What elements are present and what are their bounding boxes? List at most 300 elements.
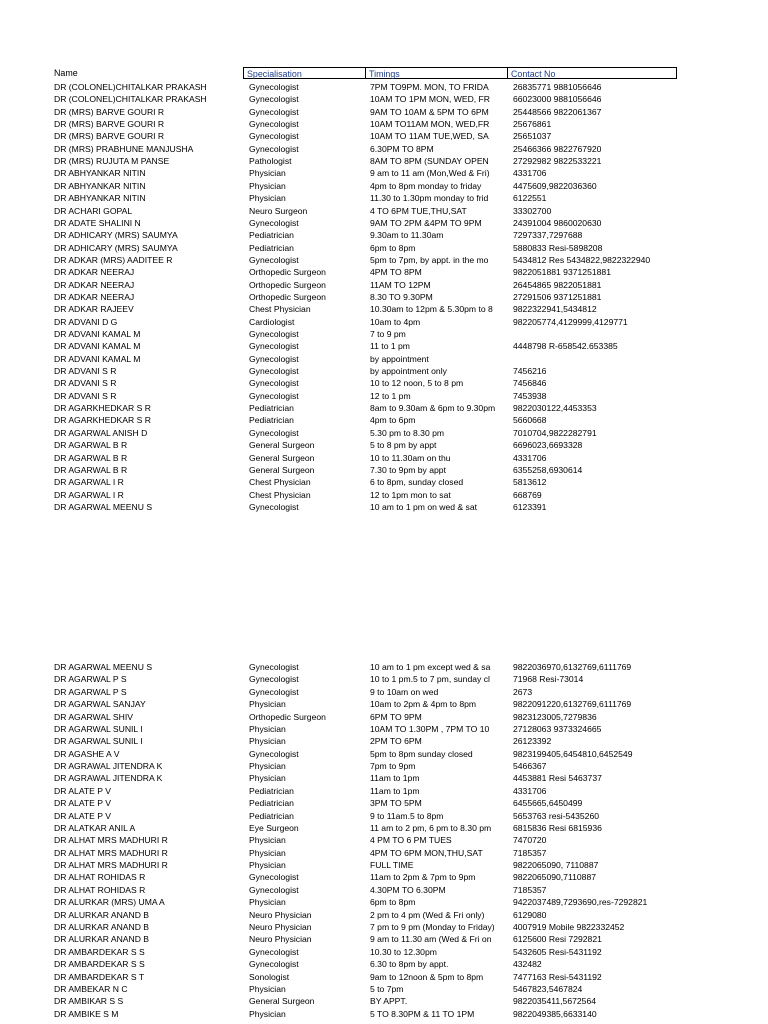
timings-cell: 6.30PM TO 8PM	[370, 143, 434, 154]
name-cell: DR ALHAT ROHIDAS R	[54, 884, 146, 895]
timings-cell: 2 pm to 4 pm (Wed & Fri only)	[370, 909, 485, 920]
name-cell: DR ADHICARY (MRS) SAUMYA	[54, 230, 178, 241]
contact-cell: 6129080	[513, 909, 547, 920]
specialisation-cell: Gynecologist	[249, 82, 299, 92]
contact-cell: 9823199405,6454810,6452549	[513, 748, 633, 759]
name-cell: DR ABHYANKAR NITIN	[54, 193, 146, 204]
timings-cell: 9AM TO 10AM & 5PM TO 6PM	[370, 106, 489, 117]
contact-cell: 5653763 resi-5435260	[513, 810, 600, 821]
table-row	[0, 810, 768, 822]
timings-cell: 9 am to 11 am (Mon,Wed & Fri)	[370, 168, 490, 179]
table-row	[0, 106, 768, 118]
specialisation-cell: Pediatrician	[249, 230, 294, 241]
table-row	[0, 995, 768, 1007]
table-row	[0, 723, 768, 735]
contact-cell: 9822091220,6132769,6111769	[513, 699, 632, 710]
timings-cell: 7 to 9 pm	[370, 329, 406, 339]
timings-cell: 5 TO 8.30PM & 11 TO 1PM	[370, 1008, 475, 1019]
contact-cell: 33302700	[513, 205, 552, 216]
timings-cell: 12 to 1 pm	[370, 390, 411, 401]
header-contact[interactable]: Contact No	[508, 67, 677, 79]
name-cell: DR ADVANI KAMAL M	[54, 353, 141, 364]
contact-cell: 9822035411,5672564	[513, 996, 596, 1007]
table-row	[0, 402, 768, 414]
timings-cell: BY APPT.	[370, 996, 408, 1007]
contact-cell: 7456216	[513, 366, 547, 377]
timings-cell: 9.30am to 11.30am	[370, 230, 444, 241]
name-cell: DR ADKAR RAJEEV	[54, 304, 134, 315]
timings-cell: 4pm to 6pm	[370, 415, 416, 426]
table-row	[0, 303, 768, 315]
timings-cell: 7pm to 9pm	[370, 761, 416, 772]
specialisation-cell: Physician	[249, 168, 286, 179]
name-cell: DR AGARWAL P S	[54, 686, 127, 697]
contact-cell: 24391004 9860020630	[513, 217, 602, 228]
timings-cell: 10AM TO 1PM MON, WED, FR	[370, 94, 491, 105]
contact-cell: 9822030122,4453353	[513, 403, 597, 414]
name-cell: DR ALURKAR ANAND B	[54, 921, 150, 932]
timings-cell: 7PM TO9PM. MON, TO FRIDA	[370, 82, 489, 92]
name-cell: DR AGARWAL SANJAY	[54, 699, 146, 710]
name-cell: DR ADKAR NEERAJ	[54, 267, 135, 278]
name-cell: DR AGARWAL B R	[54, 452, 128, 463]
table-row	[0, 871, 768, 883]
specialisation-cell: General Surgeon	[249, 464, 315, 475]
name-cell: DR (COLONEL)CHITALKAR PRAKASH	[54, 94, 207, 105]
contact-cell: 26123392	[513, 736, 552, 747]
contact-cell: 6125600 Resi 7292821	[513, 934, 602, 945]
name-cell: DR ALATE P V	[54, 810, 111, 821]
timings-cell: by appointment only	[370, 366, 447, 377]
name-cell: DR (MRS) RUJUTA M PANSE	[54, 156, 170, 167]
timings-cell: by appointment	[370, 353, 429, 364]
contact-cell: 4331706	[513, 168, 547, 179]
name-cell: DR ADVANI S R	[54, 378, 117, 389]
table-row	[0, 909, 768, 921]
specialisation-cell: Gynecologist	[249, 353, 299, 364]
specialisation-cell: Physician	[249, 723, 286, 734]
table-row	[0, 489, 768, 501]
name-cell: DR ADKAR NEERAJ	[54, 291, 135, 302]
table-row	[0, 711, 768, 723]
timings-cell: 10AM TO 1.30PM , 7PM TO 10	[370, 723, 490, 734]
specialisation-cell: Gynecologist	[249, 662, 299, 672]
specialisation-cell: Physician	[249, 835, 286, 846]
specialisation-cell: Orthopedic Surgeon	[249, 711, 326, 722]
specialisation-cell: General Surgeon	[249, 440, 315, 451]
contact-cell: 5880833 Resi-5898208	[513, 242, 603, 253]
name-cell: DR AGARWAL P S	[54, 674, 127, 685]
table-row	[0, 229, 768, 241]
name-cell: DR ADVANI KAMAL M	[54, 329, 141, 339]
contact-cell: 5434812 Res 5434822,9822322940	[513, 254, 651, 265]
table-row	[0, 501, 768, 513]
timings-cell: 4 TO 6PM TUE,THU,SAT	[370, 205, 467, 216]
header-row	[0, 67, 768, 80]
timings-cell: 11 am to 2 pm, 6 pm to 8.30 pm	[370, 822, 492, 833]
timings-cell: 8am to 9.30am & 6pm to 9.30pm	[370, 403, 496, 414]
name-cell: DR AGARWAL SUNIL I	[54, 736, 143, 747]
timings-cell: 11 to 1 pm	[370, 341, 410, 352]
name-cell: DR ABHYANKAR NITIN	[54, 180, 146, 191]
contact-cell: 7185357	[513, 847, 547, 858]
name-cell: DR AMBEKAR N C	[54, 983, 128, 994]
name-cell: DR ALHAT MRS MADHURI R	[54, 835, 168, 846]
table-row	[0, 439, 768, 451]
specialisation-cell: Chest Physician	[249, 477, 311, 488]
timings-cell: 7.30 to 9pm by appt	[370, 464, 446, 475]
timings-cell: 9am to 12noon & 5pm to 8pm	[370, 971, 484, 982]
name-cell: DR ALHAT ROHIDAS R	[54, 872, 146, 883]
table-row	[0, 328, 768, 340]
contact-cell: 7297337,7297688	[513, 230, 583, 241]
contact-cell: 27128063 9373324665	[513, 723, 602, 734]
specialisation-cell: Pediatrician	[249, 798, 294, 809]
contact-cell	[513, 328, 677, 340]
table-row	[0, 291, 768, 303]
specialisation-cell: Physician	[249, 897, 286, 908]
specialisation-cell: Pediatrician	[249, 810, 294, 821]
timings-cell: 4.30PM TO 6.30PM	[370, 884, 446, 895]
specialisation-cell: Pediatrician	[249, 415, 294, 426]
table-row	[0, 377, 768, 389]
table-row	[0, 167, 768, 179]
timings-cell: 11am to 1pm	[370, 773, 420, 784]
specialisation-cell: Gynecologist	[249, 341, 299, 352]
specialisation-cell: Orthopedic Surgeon	[249, 267, 326, 278]
specialisation-cell: Gynecologist	[249, 378, 299, 389]
timings-cell: 10am to 4pm	[370, 316, 421, 327]
name-cell: DR AMBIKE S M	[54, 1008, 119, 1019]
contact-cell: 5432605 Resi-5431192	[513, 946, 602, 957]
contact-cell: 6355258,6930614	[513, 464, 583, 475]
timings-cell: 10.30 to 12.30pm	[370, 946, 437, 957]
specialisation-cell: Physician	[249, 736, 286, 747]
table-row	[0, 946, 768, 958]
name-cell: DR AGARKHEDKAR S R	[54, 403, 151, 414]
table-row	[0, 316, 768, 328]
timings-cell: 10.30am to 12pm & 5.30pm to 8	[370, 304, 493, 315]
table-row	[0, 921, 768, 933]
contact-cell: 27291506 9371251881	[513, 291, 602, 302]
timings-cell: 4PM TO 6PM MON,THU,SAT	[370, 847, 483, 858]
table-row	[0, 760, 768, 772]
table-row	[0, 735, 768, 747]
timings-cell: 8AM TO 8PM (SUNDAY OPEN	[370, 156, 489, 167]
timings-cell: 11AM TO 12PM	[370, 279, 431, 290]
specialisation-cell: Gynecologist	[249, 686, 299, 697]
name-cell: DR ADVANI S R	[54, 390, 117, 401]
table-row	[0, 797, 768, 809]
header-timings[interactable]: Timings	[366, 67, 508, 79]
name-cell: DR ADKAR (MRS) AADITEE R	[54, 254, 173, 265]
contact-cell: 2673	[513, 686, 533, 697]
specialisation-cell: Cardiologist	[249, 316, 295, 327]
name-cell: DR (MRS) BARVE GOURI R	[54, 119, 165, 130]
timings-cell: 11am to 1pm	[370, 785, 420, 796]
name-cell: DR ADVANI D G	[54, 316, 118, 327]
name-cell: DR ADATE SHALINI N	[54, 217, 141, 228]
timings-cell: 11am to 2pm & 7pm to 9pm	[370, 872, 476, 883]
timings-cell: 2PM TO 6PM	[370, 736, 422, 747]
timings-cell: 6.30 to 8pm by appt.	[370, 959, 449, 970]
specialisation-cell: Gynecologist	[249, 217, 299, 228]
contact-cell: 4475609,9822036360	[513, 180, 597, 191]
table-row	[0, 834, 768, 846]
table-row	[0, 390, 768, 402]
name-cell: DR AGARWAL B R	[54, 464, 128, 475]
name-cell: DR AGARWAL SHIV	[54, 711, 133, 722]
specialisation-cell: Gynecologist	[249, 143, 299, 154]
contact-cell: 9822036970,6132769,6111769	[513, 662, 632, 672]
timings-cell: 12 to 1pm mon to sat	[370, 489, 451, 500]
specialisation-cell: Pediatrician	[249, 242, 294, 253]
specialisation-cell: Gynecologist	[249, 748, 299, 759]
contact-cell: 5660668	[513, 415, 547, 426]
table-row	[0, 1008, 768, 1020]
specialisation-cell: Physician	[249, 983, 286, 994]
table-row	[0, 772, 768, 784]
timings-cell: FULL TIME	[370, 860, 414, 871]
name-cell: DR (MRS) BARVE GOURI R	[54, 106, 165, 117]
specialisation-cell: Neuro Surgeon	[249, 205, 308, 216]
timings-cell: 4pm to 8pm monday to friday	[370, 180, 482, 191]
name-cell: DR AMBARDEKAR S S	[54, 946, 145, 957]
table-row	[0, 464, 768, 476]
contact-cell: 9822051881 9371251881	[513, 267, 611, 278]
timings-cell: 9 to 10am on wed	[370, 686, 439, 697]
name-cell: DR AGRAWAL JITENDRA K	[54, 773, 163, 784]
contact-cell: 668769	[513, 489, 542, 500]
timings-cell: 10 to 11.30am on thu	[370, 452, 451, 463]
table-row	[0, 785, 768, 797]
table-row	[0, 353, 768, 365]
contact-cell	[513, 353, 677, 365]
contact-cell: 7453938	[513, 390, 547, 401]
specialisation-cell: Physician	[249, 761, 286, 772]
specialisation-cell: Gynecologist	[249, 501, 299, 512]
contact-cell: 7456846	[513, 378, 547, 389]
table-row	[0, 279, 768, 291]
contact-cell: 25448566 9822061367	[513, 106, 602, 117]
contact-cell: 4007919 Mobile 9822332452	[513, 921, 625, 932]
name-cell: DR AGASHE A V	[54, 748, 120, 759]
table-row	[0, 254, 768, 266]
contact-cell: 26835771 9881056646	[513, 82, 602, 92]
contact-cell: 9822322941,5434812	[513, 304, 597, 315]
specialisation-cell: Physician	[249, 860, 286, 871]
name-cell: DR ADVANI KAMAL M	[54, 341, 141, 352]
name-cell: DR AGARWAL MEENU S	[54, 501, 153, 512]
name-cell: DR (MRS) BARVE GOURI R	[54, 131, 165, 142]
timings-cell: 4 PM TO 6 PM TUES	[370, 835, 452, 846]
contact-cell: 432482	[513, 959, 542, 970]
table-row	[0, 896, 768, 908]
timings-cell: 5 to 7pm	[370, 983, 404, 994]
specialisation-cell: Physician	[249, 1008, 286, 1019]
timings-cell: 10 am to 1 pm except wed & sa	[370, 662, 491, 672]
table-row	[0, 673, 768, 685]
name-cell: DR ALHAT MRS MADHURI R	[54, 860, 168, 871]
timings-cell: 5 to 8 pm by appt	[370, 440, 437, 451]
specialisation-cell: Pediatrician	[249, 785, 294, 796]
name-cell: DR ALURKAR ANAND B	[54, 934, 150, 945]
specialisation-cell: Gynecologist	[249, 119, 299, 130]
name-cell: DR ACHARI GOPAL	[54, 205, 133, 216]
name-cell: DR ALURKAR (MRS) UMA A	[54, 897, 165, 908]
name-cell: DR AGARWAL B R	[54, 440, 128, 451]
contact-cell: 6123391	[513, 501, 547, 512]
table-row	[0, 180, 768, 192]
table-row	[0, 427, 768, 439]
specialisation-cell: Physician	[249, 699, 286, 710]
table-row	[0, 983, 768, 995]
table-row	[0, 155, 768, 167]
contact-cell: 25676861	[513, 119, 552, 130]
name-cell: DR AGARWAL SUNIL I	[54, 723, 143, 734]
name-cell: DR ADVANI S R	[54, 366, 117, 377]
name-cell: DR ALURKAR ANAND B	[54, 909, 150, 920]
table-row	[0, 365, 768, 377]
specialisation-cell: Neuro Physician	[249, 921, 312, 932]
table-row	[0, 822, 768, 834]
timings-cell: 9AM TO 2PM &4PM TO 9PM	[370, 217, 482, 228]
timings-cell: 10 to 12 noon, 5 to 8 pm	[370, 378, 464, 389]
contact-cell: 66023000 9881056646	[513, 94, 602, 105]
timings-cell: 5pm to 8pm sunday closed	[370, 748, 473, 759]
timings-cell: 7 pm to 9 pm (Monday to Friday)	[370, 921, 495, 932]
timings-cell: 6pm to 8pm	[370, 897, 416, 908]
table-row	[0, 452, 768, 464]
table-row	[0, 698, 768, 710]
timings-cell: 10AM TO 11AM TUE,WED, SA	[370, 131, 489, 142]
specialisation-cell: Physician	[249, 773, 286, 784]
name-cell: DR AMBARDEKAR S T	[54, 971, 145, 982]
timings-cell: 6PM TO 9PM	[370, 711, 422, 722]
specialisation-cell: Physician	[249, 180, 286, 191]
contact-cell: 7185357	[513, 884, 547, 895]
name-cell: DR ABHYANKAR NITIN	[54, 168, 146, 179]
contact-cell: 7470720	[513, 835, 547, 846]
table-row	[0, 192, 768, 204]
contact-cell: 6455665,6450499	[513, 798, 583, 809]
specialisation-cell: Gynecologist	[249, 329, 299, 339]
contact-cell: 5467823,5467824	[513, 983, 583, 994]
specialisation-cell: Gynecologist	[249, 946, 299, 957]
table-row	[0, 933, 768, 945]
contact-cell: 9822049385,6633140	[513, 1008, 597, 1019]
contact-cell: 9422037489,7293690,res-7292821	[513, 897, 648, 908]
specialisation-cell: Gynecologist	[249, 131, 299, 142]
table-row	[0, 859, 768, 871]
timings-cell: 10 to 1 pm.5 to 7 pm, sunday cl	[370, 674, 490, 685]
specialisation-cell: Physician	[249, 193, 286, 204]
name-cell: DR AGARWAL I R	[54, 489, 124, 500]
name-cell: DR AGARKHEDKAR S R	[54, 415, 151, 426]
header-name: Name	[54, 68, 78, 78]
contact-cell: 25466366 9822767920	[513, 143, 602, 154]
timings-cell: 3PM TO 5PM	[370, 798, 422, 809]
specialisation-cell: Gynecologist	[249, 674, 299, 685]
contact-cell: 982205774,4129999,4129771	[513, 316, 628, 327]
name-cell: DR ALATKAR ANIL A	[54, 822, 136, 833]
contact-cell: 26454865 9822051881	[513, 279, 602, 290]
specialisation-cell: Neuro Physician	[249, 934, 312, 945]
header-specialisation[interactable]: Specialisation	[243, 67, 366, 79]
table-row	[0, 217, 768, 229]
specialisation-cell: Orthopedic Surgeon	[249, 291, 326, 302]
contact-cell: 7010704,9822282791	[513, 427, 597, 438]
name-cell: DR AGARWAL MEENU S	[54, 662, 153, 672]
table-row	[0, 93, 768, 105]
specialisation-cell: Chest Physician	[249, 489, 311, 500]
name-cell: DR AMBIKAR S S	[54, 996, 124, 1007]
table-row	[0, 205, 768, 217]
table-row	[0, 266, 768, 278]
contact-cell: 4448798 R-658542.653385	[513, 341, 618, 352]
table-row	[0, 958, 768, 970]
contact-cell: 5466367	[513, 761, 547, 772]
timings-cell: 10am to 2pm & 4pm to 8pm	[370, 699, 477, 710]
name-cell: DR ADKAR NEERAJ	[54, 279, 135, 290]
contact-cell: 6122551	[513, 193, 547, 204]
table-row	[0, 884, 768, 896]
contact-cell: 5813612	[513, 477, 547, 488]
contact-cell: 6696023,6693328	[513, 440, 583, 451]
specialisation-cell: Gynecologist	[249, 884, 299, 895]
name-cell: DR (MRS) PRABHUNE MANJUSHA	[54, 143, 194, 154]
contact-cell: 9822065090,7110887	[513, 872, 596, 883]
specialisation-cell: Gynecologist	[249, 959, 299, 970]
specialisation-cell: Chest Physician	[249, 304, 311, 315]
specialisation-cell: Physician	[249, 847, 286, 858]
timings-cell: 9 am to 11.30 am (Wed & Fri on	[370, 934, 492, 945]
table-row	[0, 686, 768, 698]
contact-cell: 71968 Resi-73014	[513, 674, 584, 685]
name-cell: DR (COLONEL)CHITALKAR PRAKASH	[54, 82, 207, 92]
timings-cell: 5pm to 7pm, by appt. in the mo	[370, 254, 489, 265]
specialisation-cell: Gynecologist	[249, 390, 299, 401]
contact-cell: 27292982 9822533221	[513, 156, 602, 167]
table-row	[0, 661, 768, 673]
specialisation-cell: General Surgeon	[249, 452, 315, 463]
specialisation-cell: Neuro Physician	[249, 909, 312, 920]
contact-cell: 4331706	[513, 452, 547, 463]
table-row	[0, 340, 768, 352]
timings-cell: 11.30 to 1.30pm monday to frid	[370, 193, 489, 204]
contact-cell: 9823123005,7279836	[513, 711, 597, 722]
contact-cell: 6815836 Resi 6815936	[513, 822, 602, 833]
specialisation-cell: Gynecologist	[249, 94, 299, 105]
table-row	[0, 130, 768, 142]
timings-cell: 10 am to 1 pm on wed & sat	[370, 501, 478, 512]
table-row	[0, 476, 768, 488]
name-cell: DR AGARWAL ANISH D	[54, 427, 148, 438]
specialisation-cell: Sonologist	[249, 971, 290, 982]
table-row	[0, 118, 768, 130]
contact-cell: 7477163 Resi-5431192	[513, 971, 602, 982]
table-row	[0, 847, 768, 859]
contact-cell: 25651037	[513, 131, 552, 142]
specialisation-cell: Gynecologist	[249, 106, 299, 117]
timings-cell: 8.30 TO 9.30PM	[370, 291, 433, 302]
name-cell: DR ALHAT MRS MADHURI R	[54, 847, 168, 858]
timings-cell: 6 to 8pm, sunday closed	[370, 477, 464, 488]
name-cell: DR ALATE P V	[54, 785, 111, 796]
name-cell: DR AMBARDEKAR S S	[54, 959, 145, 970]
timings-cell: 6pm to 8pm	[370, 242, 416, 253]
table-row	[0, 143, 768, 155]
